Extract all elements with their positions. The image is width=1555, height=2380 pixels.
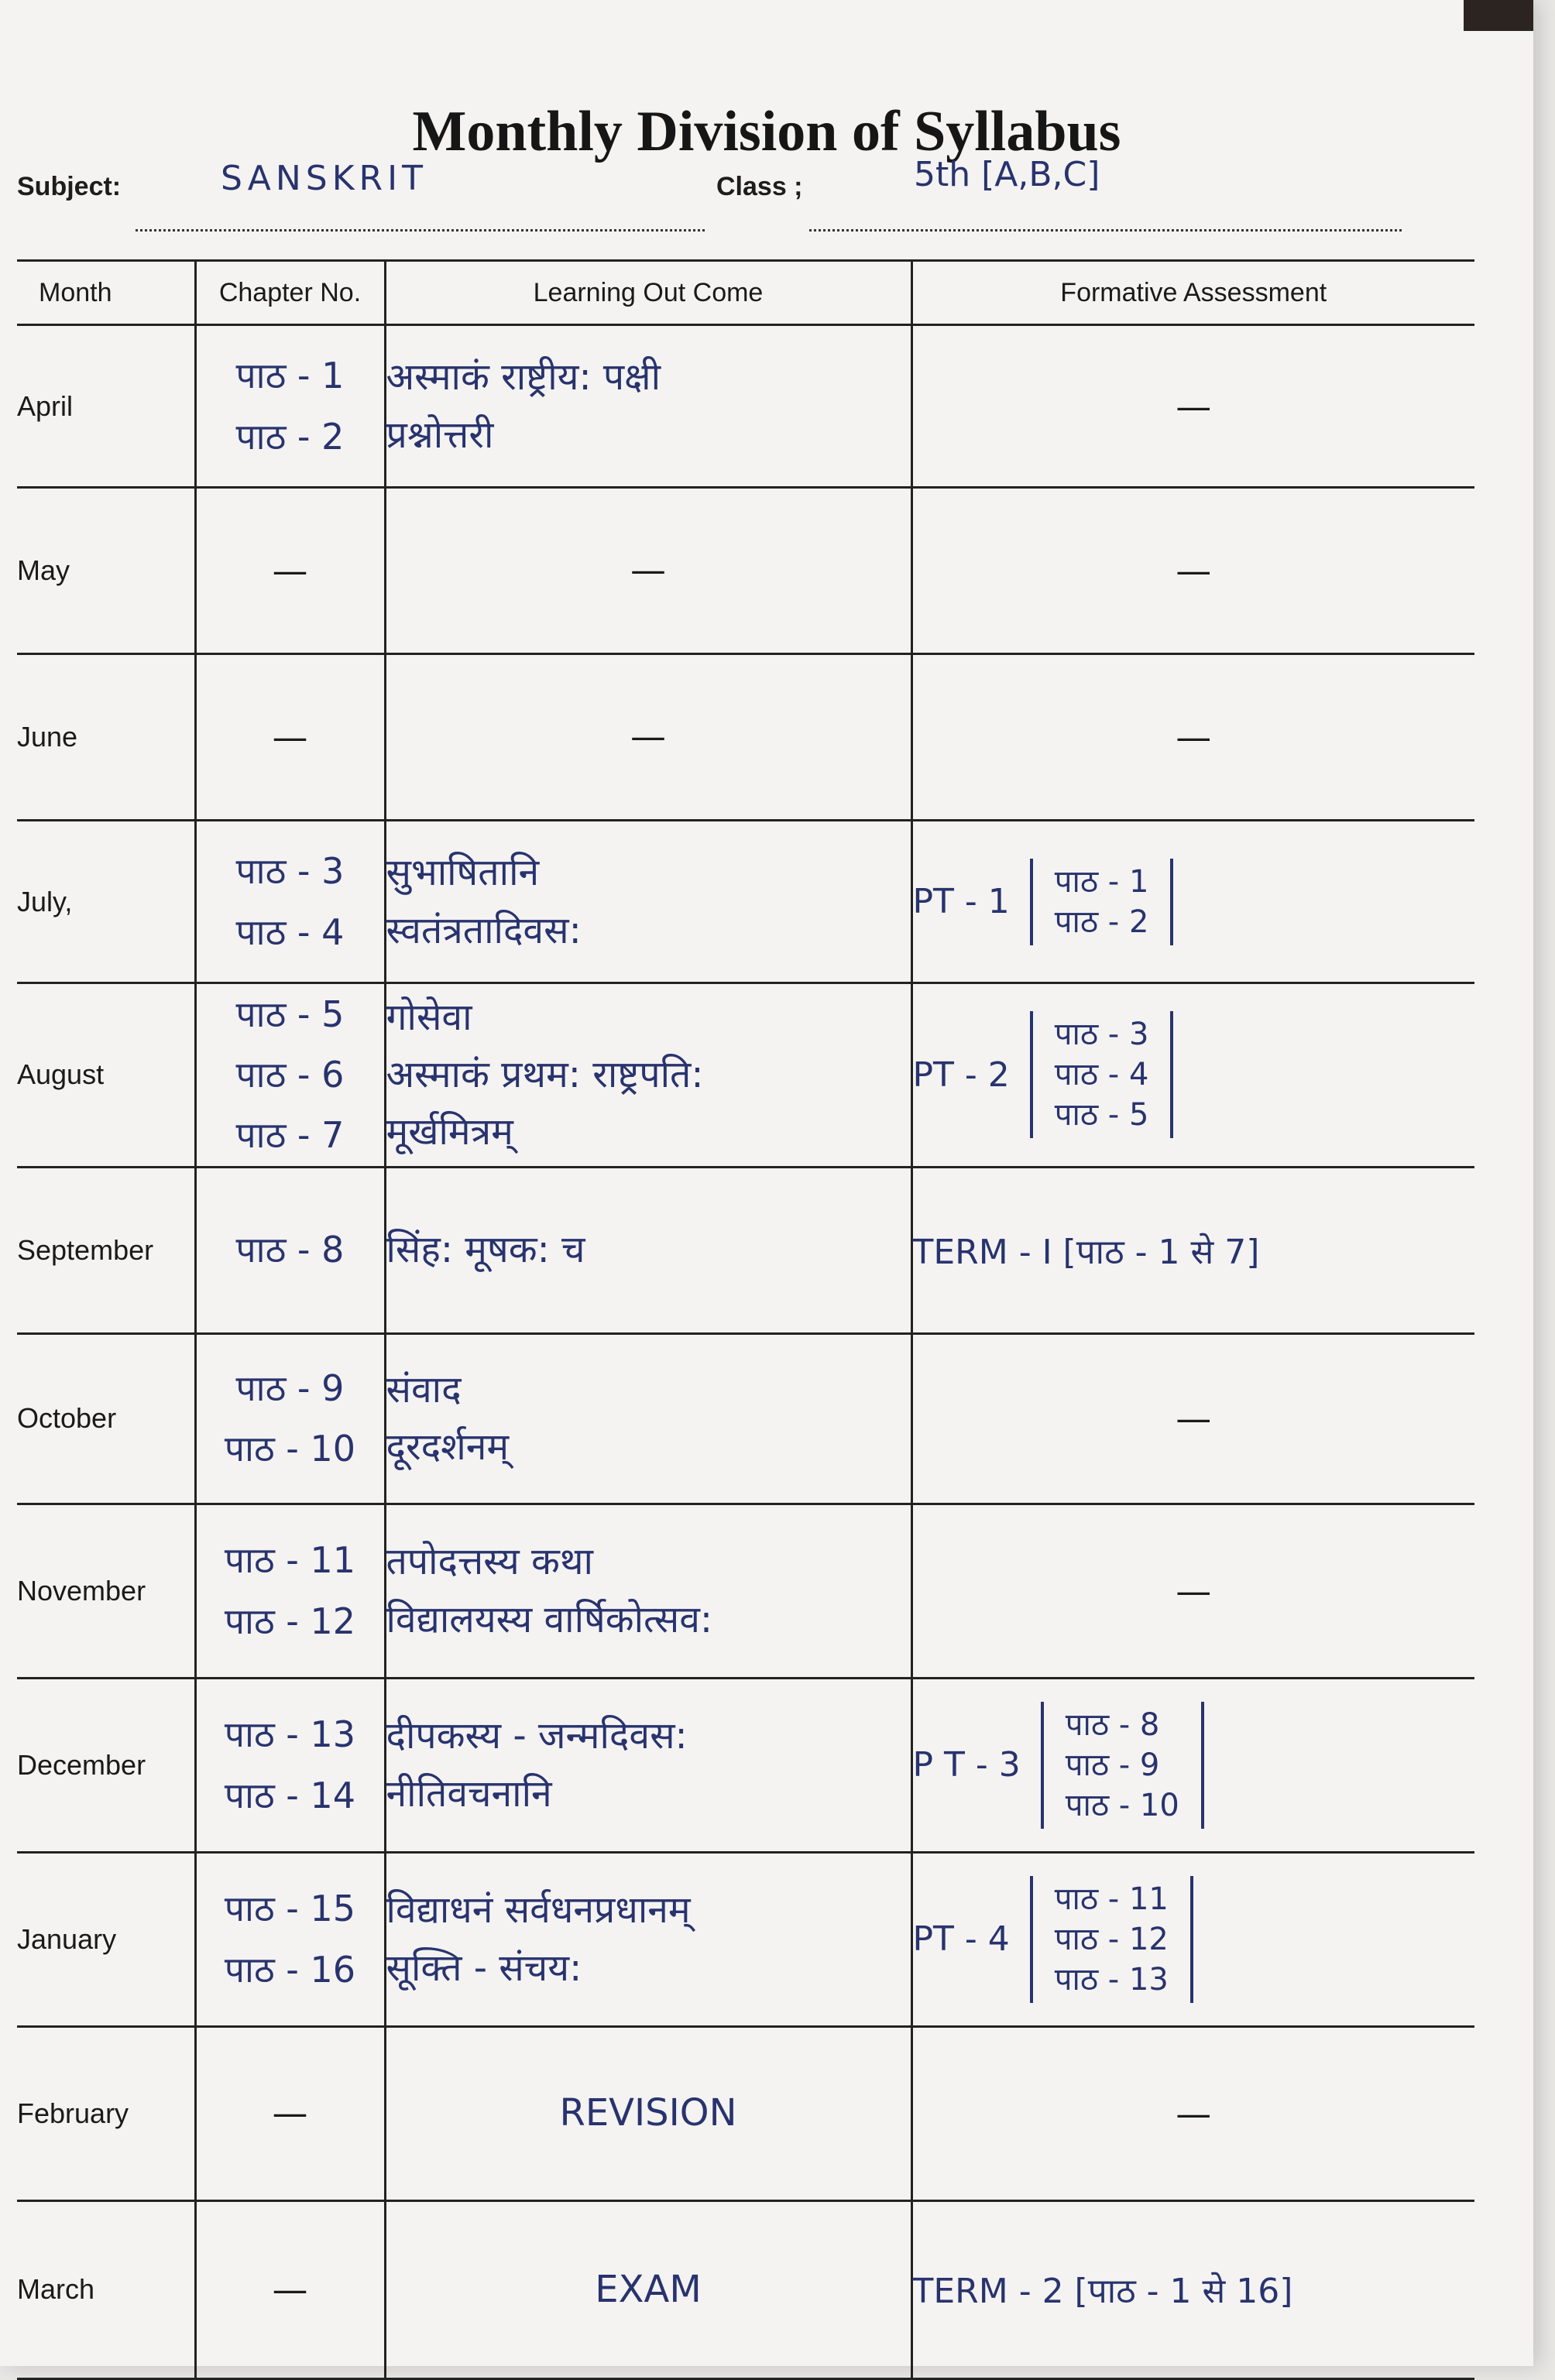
- assessment-label: —: [1176, 550, 1212, 592]
- month-cell: January: [17, 1852, 195, 2026]
- outcome-entry: स्वतंत्रतादिवस:: [386, 908, 582, 952]
- table-body: [17, 325, 1474, 2379]
- table-row: [17, 1678, 1474, 1852]
- month-cell: July,: [17, 821, 195, 983]
- assessment-cell: [911, 1852, 1474, 2026]
- outcome-entry: सिंह: मूषक: च: [386, 1228, 585, 1272]
- assessment-label: PT - 2: [912, 1055, 1010, 1095]
- outcome-cell: [385, 325, 911, 488]
- chapter-cell: [195, 821, 385, 983]
- assessment-cell: [911, 983, 1474, 1168]
- chapter-cell: [195, 325, 385, 488]
- assessment-label: —: [1176, 2092, 1212, 2135]
- assessment-cell: [911, 1678, 1474, 1852]
- chapter-cell: [195, 1333, 385, 1504]
- chapter-entry: पाठ - 6: [235, 1054, 345, 1096]
- assessment-label: —: [1176, 385, 1212, 427]
- assessment-item: पाठ - 12: [1054, 1921, 1169, 1957]
- month-cell: August: [17, 983, 195, 1168]
- outcome-entry: दीपकस्य - जन्मदिवस:: [386, 1714, 688, 1758]
- table-row: [17, 2200, 1474, 2378]
- assessment-item: पाठ - 1: [1054, 863, 1149, 900]
- assessment-bracket: [1041, 1702, 1204, 1829]
- subject-value: SANSKRIT: [221, 159, 427, 198]
- assessment-label: TERM - I [पाठ - 1 से 7]: [912, 1232, 1260, 1272]
- month-cell: June: [17, 654, 195, 821]
- outcome-cell: [385, 1167, 911, 1333]
- chapter-entry: पाठ - 15: [224, 1888, 356, 1930]
- assessment-cell: [911, 1167, 1474, 1333]
- assessment-label: —: [1176, 1397, 1212, 1440]
- page-title: Monthly Division of Syllabus: [412, 100, 1121, 163]
- outcome-entry: EXAM: [595, 2267, 702, 2311]
- assessment-group: [913, 859, 1475, 945]
- table-header-row: [17, 261, 1474, 325]
- outcome-cell: [385, 821, 911, 983]
- outcome-cell: [385, 983, 911, 1168]
- chapter-entry: पाठ - 14: [224, 1774, 356, 1816]
- assessment-group: [913, 1876, 1475, 2003]
- outcome-entry: संवाद: [386, 1367, 462, 1411]
- chapter-cell: [195, 1678, 385, 1852]
- assessment-cell: [911, 325, 1474, 488]
- chapter-entry: पाठ - 3: [235, 850, 345, 893]
- month-cell: May: [17, 488, 195, 654]
- chapter-entry: पाठ - 5: [235, 993, 345, 1035]
- header-month: Month: [17, 261, 195, 325]
- table-row: [17, 1504, 1474, 1678]
- chapter-entry: पाठ - 9: [235, 1367, 345, 1409]
- chapter-entry: पाठ - 12: [224, 1600, 356, 1642]
- assessment-item: पाठ - 3: [1054, 1017, 1149, 1053]
- outcome-entry: मूर्खमित्रम्: [386, 1110, 513, 1154]
- chapter-entry: —: [272, 2268, 308, 2310]
- outcome-entry: —: [630, 549, 666, 592]
- table-row: [17, 983, 1474, 1168]
- chapter-cell: [195, 488, 385, 654]
- month-cell: March: [17, 2200, 195, 2378]
- outcome-entry: तपोदत्तस्य कथा: [386, 1540, 593, 1584]
- chapter-entry: —: [272, 549, 308, 592]
- chapter-cell: [195, 2200, 385, 2378]
- chapter-cell: [195, 1504, 385, 1678]
- table-row: [17, 654, 1474, 821]
- assessment-group: [913, 1011, 1475, 1138]
- chapter-entry: पाठ - 1: [235, 355, 345, 397]
- assessment-label: P T - 3: [912, 1745, 1021, 1785]
- month-cell: October: [17, 1333, 195, 1504]
- assessment-item: पाठ - 13: [1054, 1961, 1169, 1998]
- outcome-entry: सुभाषितानि: [386, 851, 540, 895]
- chapter-entry: —: [272, 715, 308, 758]
- outcome-cell: [385, 1504, 911, 1678]
- assessment-item: पाठ - 8: [1065, 1706, 1160, 1743]
- assessment-item: पाठ - 5: [1054, 1097, 1149, 1133]
- header-assessment: Formative Assessment: [911, 261, 1474, 325]
- month-cell: April: [17, 325, 195, 488]
- month-cell: February: [17, 2026, 195, 2200]
- chapter-cell: [195, 1852, 385, 2026]
- chapter-entry: पाठ - 16: [224, 1948, 356, 1991]
- outcome-entry: गोसेवा: [386, 995, 472, 1039]
- subject-label: Subject:: [17, 172, 122, 201]
- month-cell: November: [17, 1504, 195, 1678]
- assessment-cell: [911, 488, 1474, 654]
- outcome-entry: सूक्ति - संचय:: [386, 1946, 582, 1990]
- assessment-label: TERM - 2 [पाठ - 1 से 16]: [912, 2272, 1293, 2312]
- month-cell: December: [17, 1678, 195, 1852]
- assessment-label: —: [1176, 1569, 1212, 1612]
- assessment-cell: [911, 2026, 1474, 2200]
- table-row: [17, 821, 1474, 983]
- assessment-item: पाठ - 4: [1054, 1057, 1149, 1093]
- chapter-cell: [195, 2026, 385, 2200]
- chapter-cell: [195, 654, 385, 821]
- outcome-entry: विद्याधनं सर्वधनप्रधानम्: [386, 1888, 691, 1932]
- chapter-entry: पाठ - 13: [224, 1713, 356, 1756]
- page-corner-shadow: [1464, 0, 1533, 31]
- outcome-entry: अस्माकं राष्ट्रीय: पक्षी: [386, 355, 661, 400]
- assessment-label: —: [1176, 716, 1212, 758]
- outcome-entry: दूरदर्शनम्: [386, 1425, 510, 1469]
- outcome-entry: —: [630, 715, 666, 758]
- assessment-cell: [911, 1504, 1474, 1678]
- chapter-entry: पाठ - 2: [235, 415, 345, 458]
- assessment-cell: [911, 1333, 1474, 1504]
- outcome-cell: [385, 1852, 911, 2026]
- outcome-cell: [385, 2026, 911, 2200]
- chapter-cell: [195, 1167, 385, 1333]
- outcome-cell: [385, 1678, 911, 1852]
- chapter-entry: —: [272, 2092, 308, 2135]
- assessment-bracket: [1030, 859, 1174, 945]
- chapter-entry: पाठ - 11: [224, 1539, 356, 1582]
- table-row: [17, 1167, 1474, 1333]
- subject-line: [136, 229, 705, 231]
- outcome-entry: अस्माकं प्रथम: राष्ट्रपति:: [386, 1053, 704, 1097]
- class-line: [809, 229, 1402, 231]
- header-outcome: Learning Out Come: [385, 261, 911, 325]
- chapter-cell: [195, 983, 385, 1168]
- outcome-entry: प्रश्नोत्तरी: [386, 413, 494, 457]
- outcome-cell: [385, 488, 911, 654]
- syllabus-table: [17, 259, 1474, 2380]
- outcome-cell: [385, 1333, 911, 1504]
- chapter-entry: पाठ - 10: [224, 1428, 356, 1470]
- outcome-entry: नीतिवचनानि: [386, 1771, 552, 1816]
- chapter-entry: पाठ - 4: [235, 911, 345, 953]
- table-row: [17, 2026, 1474, 2200]
- assessment-item: पाठ - 11: [1054, 1881, 1169, 1917]
- assessment-cell: [911, 821, 1474, 983]
- outcome-entry: विद्यालयस्य वार्षिकोत्सव:: [386, 1597, 713, 1641]
- outcome-cell: [385, 654, 911, 821]
- outcome-entry: REVISION: [559, 2091, 737, 2135]
- assessment-cell: [911, 2200, 1474, 2378]
- table-row: [17, 1852, 1474, 2026]
- assessment-bracket: [1030, 1876, 1193, 2003]
- header-chapter: Chapter No.: [195, 261, 385, 325]
- assessment-bracket: [1030, 1011, 1174, 1138]
- assessment-item: पाठ - 9: [1065, 1747, 1160, 1783]
- assessment-group: [913, 1702, 1475, 1829]
- month-cell: September: [17, 1167, 195, 1333]
- assessment-label: PT - 4: [912, 1919, 1010, 1960]
- table-row: [17, 1333, 1474, 1504]
- class-label: Class ;: [716, 172, 803, 201]
- table-row: [17, 488, 1474, 654]
- chapter-entry: पाठ - 8: [235, 1229, 345, 1271]
- chapter-entry: पाठ - 7: [235, 1114, 345, 1157]
- assessment-item: पाठ - 10: [1065, 1787, 1179, 1823]
- table-row: [17, 325, 1474, 488]
- class-value: 5th [A,B,C]: [914, 155, 1100, 194]
- assessment-cell: [911, 654, 1474, 821]
- assessment-label: PT - 1: [912, 882, 1010, 921]
- outcome-cell: [385, 2200, 911, 2378]
- assessment-item: पाठ - 2: [1054, 904, 1149, 940]
